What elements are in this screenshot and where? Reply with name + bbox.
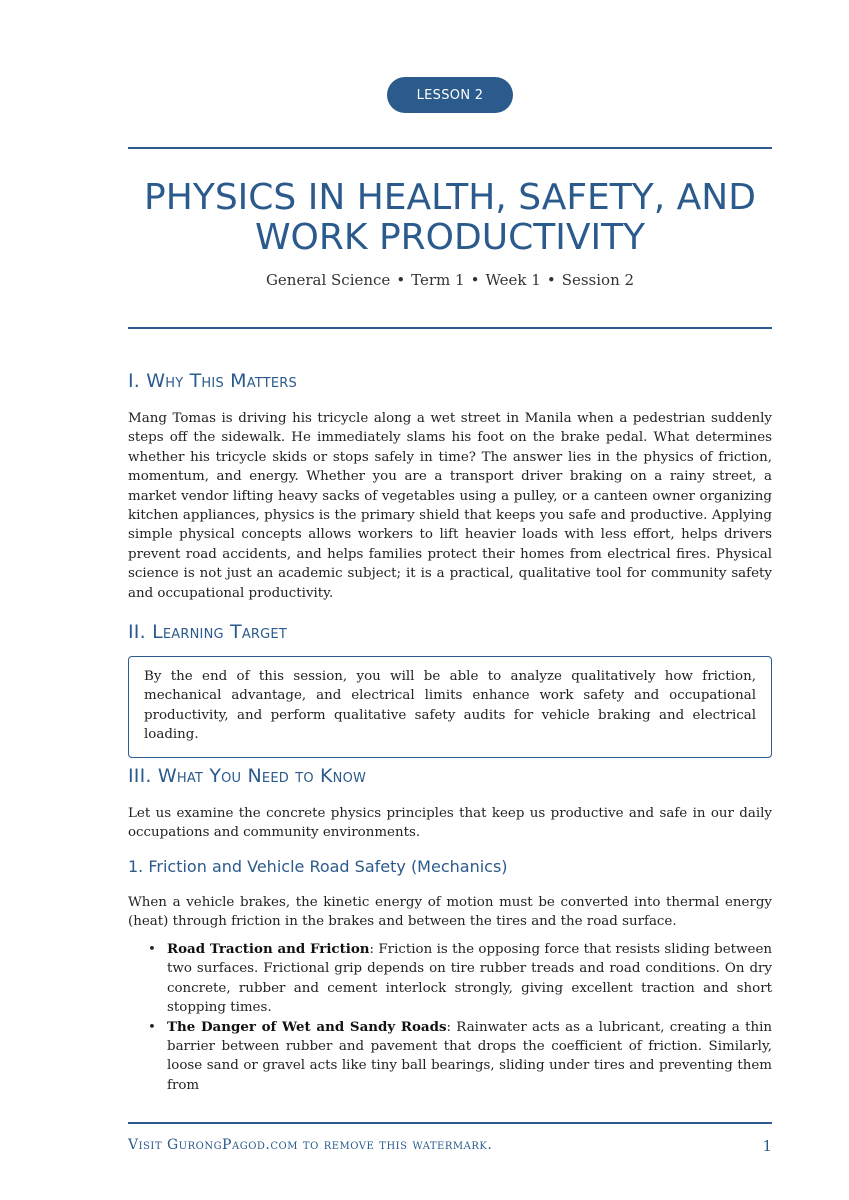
friction-bullet-list (128, 940, 772, 1095)
bullet-glyph: • (148, 942, 156, 957)
meta-session: Session 2 (561, 271, 635, 289)
header-bottom-rule (128, 327, 772, 329)
lesson-meta (128, 271, 772, 289)
bullet-text: : Friction is the opposing force that resists sliding between two surfaces. Frictional grip depends on tire rubber treads and road conditions. On dry concrete, rubber and cement interlock strongly, giving excellent traction and short stopping times. (167, 942, 772, 1016)
list-item (128, 940, 772, 1018)
meta-subject: General Science (265, 271, 391, 289)
page-number: 1 (762, 1137, 772, 1155)
learning-target-box: By the end of this session, you will be able to analyze qualitatively how friction, mechanical advantage, and electrical limits enhance work safety and occupational productivity, and perform qualitative safety audits for vehicle braking and electrical loading. (128, 656, 772, 758)
section-heading-why: I. Why This Matters (128, 370, 297, 392)
bullet-text: : Rainwater acts as a lubricant, creating a thin barrier between rubber and pavement that drops the coefficient of friction. Similarly, loose sand or gravel acts like tiny ball bearings, sliding under tires and preventing them from (167, 1019, 772, 1093)
footer-watermark: Visit GurongPagod.com to remove this watermark. (128, 1137, 493, 1153)
subsection-heading-friction: 1. Friction and Vehicle Road Safety (Mechanics) (128, 857, 508, 876)
meta-separator: • (470, 271, 480, 289)
page-title: PHYSICS IN HEALTH, SAFETY, AND WORK PRODUCTIVITY (144, 177, 756, 258)
section-heading-target: II. Learning Target (128, 621, 287, 643)
meta-separator: • (396, 271, 406, 289)
meta-term: Term 1 (411, 271, 465, 289)
bullet-term: Road Traction and Friction (167, 941, 370, 957)
meta-separator: • (546, 271, 556, 289)
section-body-why: Mang Tomas is driving his tricycle along a wet street in Manila when a pedestrian suddenly steps off the sidewalk. He immediately slams his foot on the brake pedal. What determines whether his tricycle skids or stops safely in time? The answer lies in the physics of friction, momentum, and energy. Whether you are a transport driver braking on a rainy street, a market vendor lifting heavy sacks of vegetables using a pulley, or a canteen owner organizing kitchen appliances, physics is the primary shield that keeps you safe and productive. Applying simple physical concepts allows workers to lift heavier loads with less effort, helps drivers prevent road accidents, and helps families protect their homes from electrical fires. Physical science is not just an academic subject; it is a practical, qualitative tool for community safety and occupational productivity. (128, 411, 772, 601)
bullet-glyph: • (148, 1019, 156, 1035)
bullet-term: The Danger of Wet and Sandy Roads (167, 1018, 447, 1035)
section-intro-know: Let us examine the concrete physics principles that keep us productive and safe in our daily occupations and community environments. (128, 806, 772, 841)
footer-rule (128, 1122, 772, 1124)
section-heading-know: III. What You Need to Know (128, 765, 367, 787)
lesson-badge: LESSON 2 (387, 77, 513, 113)
meta-week: Week 1 (485, 271, 541, 289)
subsection-intro-friction: When a vehicle brakes, the kinetic energy of motion must be converted into thermal energy (heat) through friction in the brakes and between the tires and the road surface. (128, 895, 772, 930)
list-item (128, 1018, 772, 1096)
header-top-rule (128, 147, 772, 149)
